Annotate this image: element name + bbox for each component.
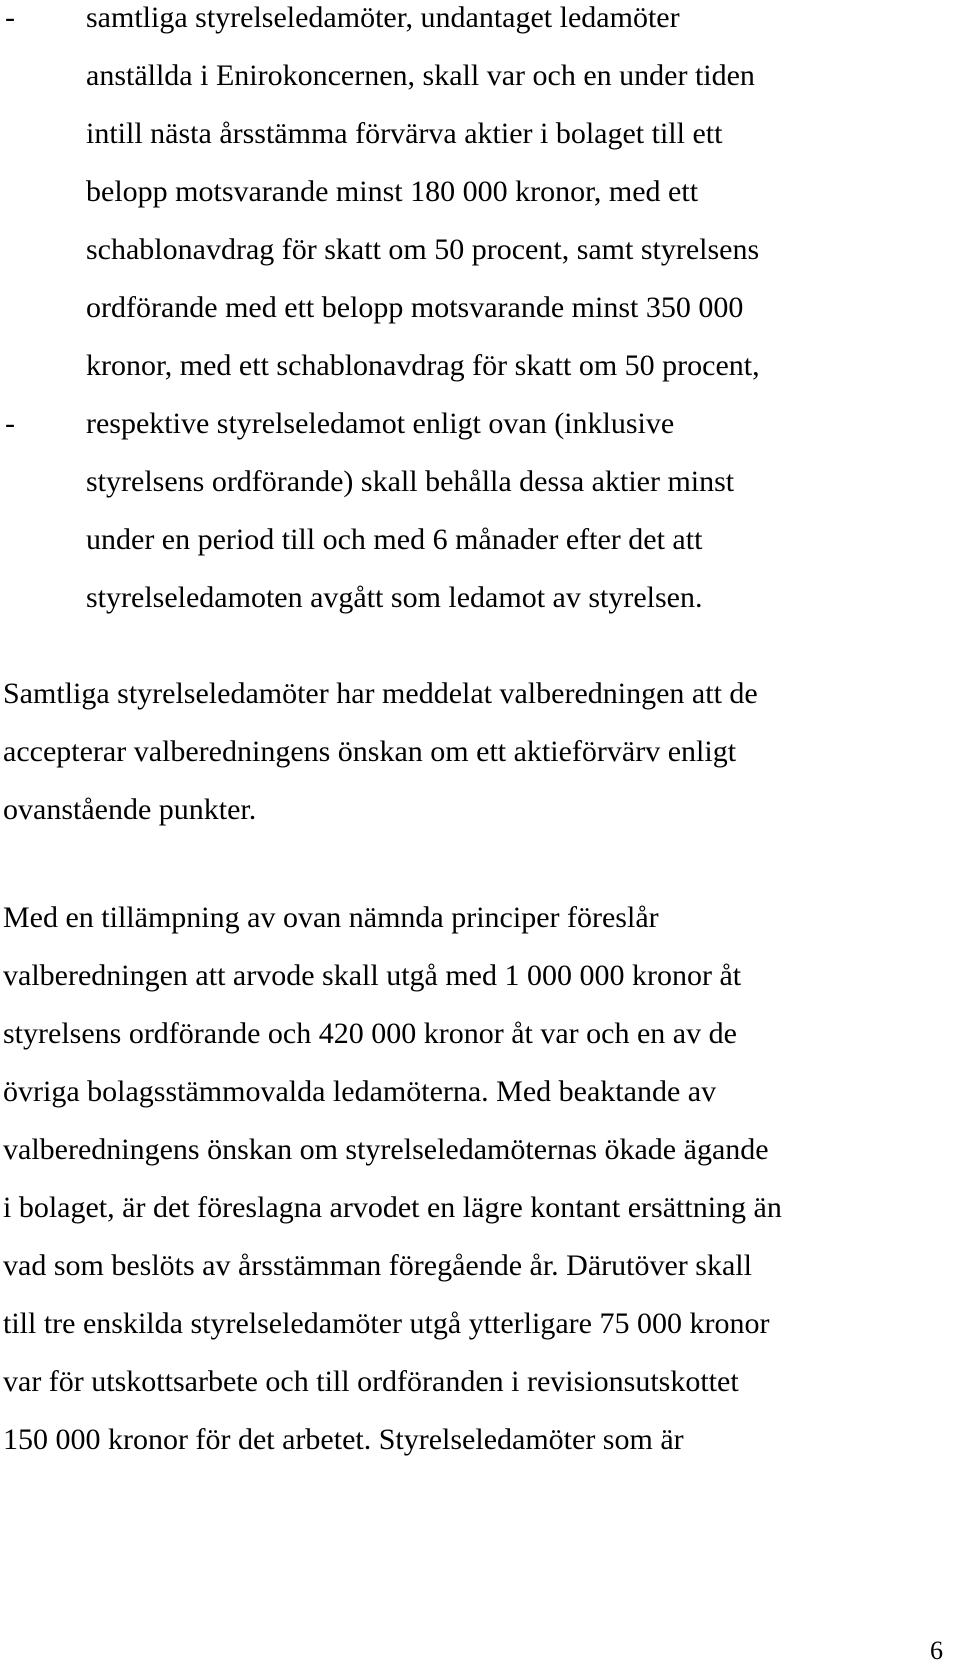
text-line: styrelsens ordförande och 420 000 kronor åt var och en av de	[3, 1017, 737, 1050]
page-number: 6	[930, 1636, 943, 1665]
text-line: styrelsens ordförande) skall behålla dessa aktier minst	[86, 465, 735, 498]
text-line: accepterar valberedningens önskan om ett aktieförvärv enligt	[3, 735, 737, 768]
paragraph	[3, 676, 913, 850]
text-line: schablonavdrag för skatt om 50 procent, samt styrelsens	[86, 233, 760, 266]
text-line: anställda i Enirokoncernen, skall var och en under tiden	[86, 59, 755, 92]
text-line: var för utskottsarbete och till ordföranden i revisionsutskottet	[3, 1365, 739, 1398]
text-line: ordförande med ett belopp motsvarande minst 350 000	[86, 291, 744, 324]
text-line: under en period till och med 6 månader efter det att	[86, 523, 703, 556]
bullet-text	[86, 0, 760, 406]
text-line: till tre enskilda styrelseledamöter utgå ytterligare 75 000 kronor	[3, 1307, 770, 1340]
text-line: valberedningen att arvode skall utgå med 1 000 000 kronor åt	[3, 959, 742, 992]
bullet-marker: -	[5, 1, 15, 34]
text-line: 150 000 kronor för det arbetet. Styrelseledamöter som är	[3, 1423, 684, 1456]
text-line: Med en tillämpning av ovan nämnda principer föreslår	[3, 901, 659, 934]
text-line: styrelseledamoten avgått som ledamot av styrelsen.	[86, 581, 703, 614]
text-line: övriga bolagsstämmovalda ledamöterna. Med beaktande av	[3, 1075, 717, 1108]
bullet-marker: -	[5, 407, 15, 440]
text-line: kronor, med ett schablonavdrag för skatt om 50 procent,	[86, 349, 760, 382]
text-line: Samtliga styrelseledamöter har meddelat valberedningen att de	[3, 677, 758, 710]
text-line: belopp motsvarande minst 180 000 kronor, med ett	[86, 175, 699, 208]
text-line: ovanstående punkter.	[3, 793, 257, 826]
paragraph	[3, 900, 913, 1480]
text-line: respektive styrelseledamot enligt ovan (inklusive	[86, 407, 675, 440]
text-line: vad som beslöts av årsstämman föregående år. Därutöver skall	[3, 1249, 752, 1282]
text-line: valberedningens önskan om styrelseledamöternas ökade ägande	[3, 1133, 769, 1166]
text-line: i bolaget, är det föreslagna arvodet en lägre kontant ersättning än	[3, 1191, 782, 1224]
bullet-text	[86, 406, 734, 638]
text-line: samtliga styrelseledamöter, undantaget ledamöter	[86, 1, 680, 34]
text-line: intill nästa årsstämma förvärva aktier i bolaget till ett	[86, 117, 723, 150]
